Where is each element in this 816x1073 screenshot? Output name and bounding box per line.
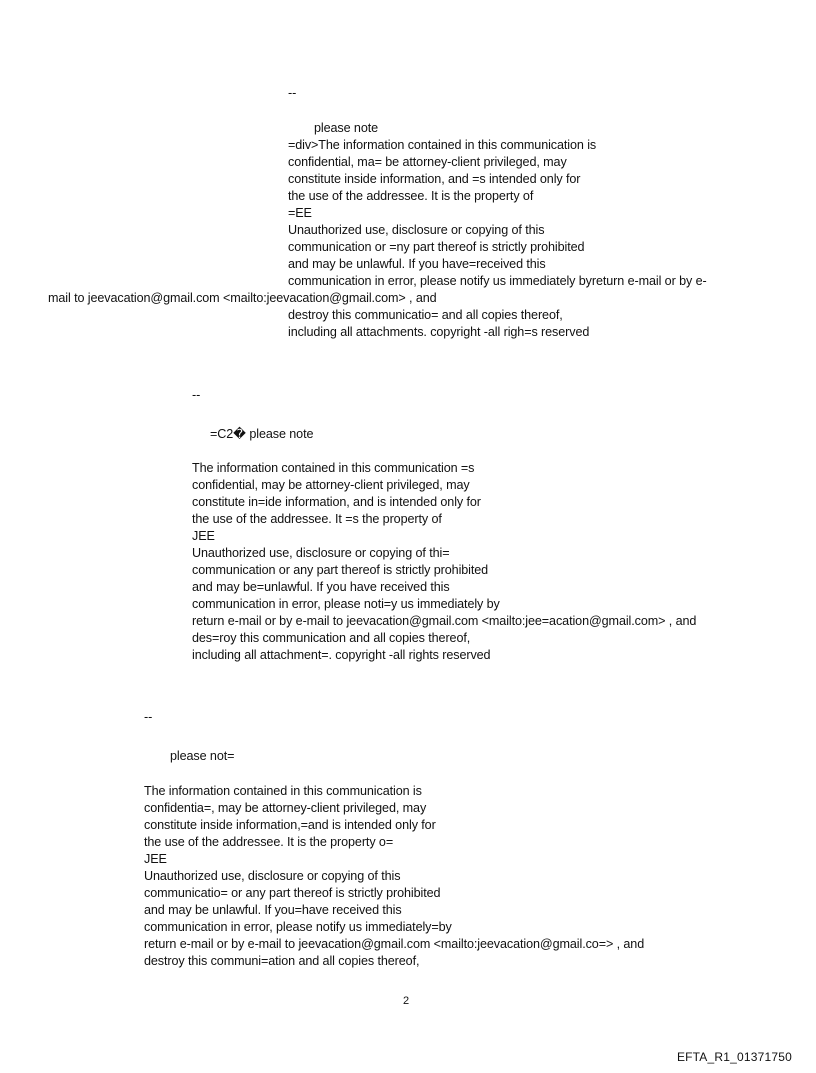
notice-line: the use of the addressee. It is the property o= [144, 835, 394, 849]
notice-line: Unauthorized use, disclosure or copying of thi= [192, 546, 450, 560]
notice-line: return e-mail or by e-mail to jeevacation@gmail.com <mailto:jeevacation@gmail.co=> , and [144, 937, 645, 951]
notice-line: constitute inside information,=and is intended only for [144, 818, 436, 832]
notice-line: communication or any part thereof is strictly prohibited [192, 563, 489, 577]
notice-line: des=roy this communication and all copies thereof, [192, 631, 471, 645]
notice-heading: please note [314, 121, 379, 135]
notice-heading: =C2� please note [210, 427, 314, 441]
notice-line: The information contained in this communication is [144, 784, 422, 798]
notice-line-wrapped: mail to jeevacation@gmail.com <mailto:jeevacation@gmail.com> , and [48, 291, 437, 305]
notice-line: The information contained in this communication =s [192, 461, 475, 475]
notice-line: Unauthorized use, disclosure or copying of this [288, 223, 545, 237]
notice-line: =div>The information contained in this communication is [288, 138, 597, 152]
separator: -- [192, 388, 201, 402]
notice-line: communication or =ny part thereof is strictly prohibited [288, 240, 585, 254]
notice-line: communication in error, please noti=y us immediately by [192, 597, 500, 611]
notice-line: JEE [144, 852, 167, 866]
notice-line: return e-mail or by e-mail to jeevacation@gmail.com <mailto:jee=acation@gmail.com> , and [192, 614, 697, 628]
notice-line: constitute inside information, and =s intended only for [288, 172, 581, 186]
notice-line: and may be unlawful. If you have=received this [288, 257, 546, 271]
notice-line: the use of the addressee. It is the property of [288, 189, 534, 203]
notice-line: and may be unlawful. If you=have received this [144, 903, 402, 917]
notice-line: including all attachment=. copyright -all rights reserved [192, 648, 491, 662]
notice-line: and may be=unlawful. If you have received this [192, 580, 450, 594]
separator: -- [288, 86, 297, 100]
notice-line: confidentia=, may be attorney-client privileged, may [144, 801, 427, 815]
notice-line: destroy this communi=ation and all copies thereof, [144, 954, 420, 968]
notice-line: communicatio= or any part thereof is strictly prohibited [144, 886, 441, 900]
notice-heading: please not= [170, 749, 235, 763]
notice-line: including all attachments. copyright -all righ=s reserved [288, 325, 590, 339]
notice-line: confidential, may be attorney-client privileged, may [192, 478, 470, 492]
notice-line: Unauthorized use, disclosure or copying of this [144, 869, 401, 883]
document-id: EFTA_R1_01371750 [676, 1050, 792, 1064]
notice-line: JEE [192, 529, 215, 543]
notice-line: communication in error, please notify us immediately byreturn e-mail or by e- [288, 274, 707, 288]
notice-line: the use of the addressee. It =s the property of [192, 512, 442, 526]
notice-line: confidential, ma= be attorney-client privileged, may [288, 155, 567, 169]
notice-line: constitute in=ide information, and is intended only for [192, 495, 481, 509]
notice-line: communication in error, please notify us immediately=by [144, 920, 452, 934]
notice-line: destroy this communicatio= and all copies thereof, [288, 308, 563, 322]
notice-line: =EE [288, 206, 312, 220]
page-number: 2 [403, 995, 410, 1007]
separator: -- [144, 710, 153, 724]
